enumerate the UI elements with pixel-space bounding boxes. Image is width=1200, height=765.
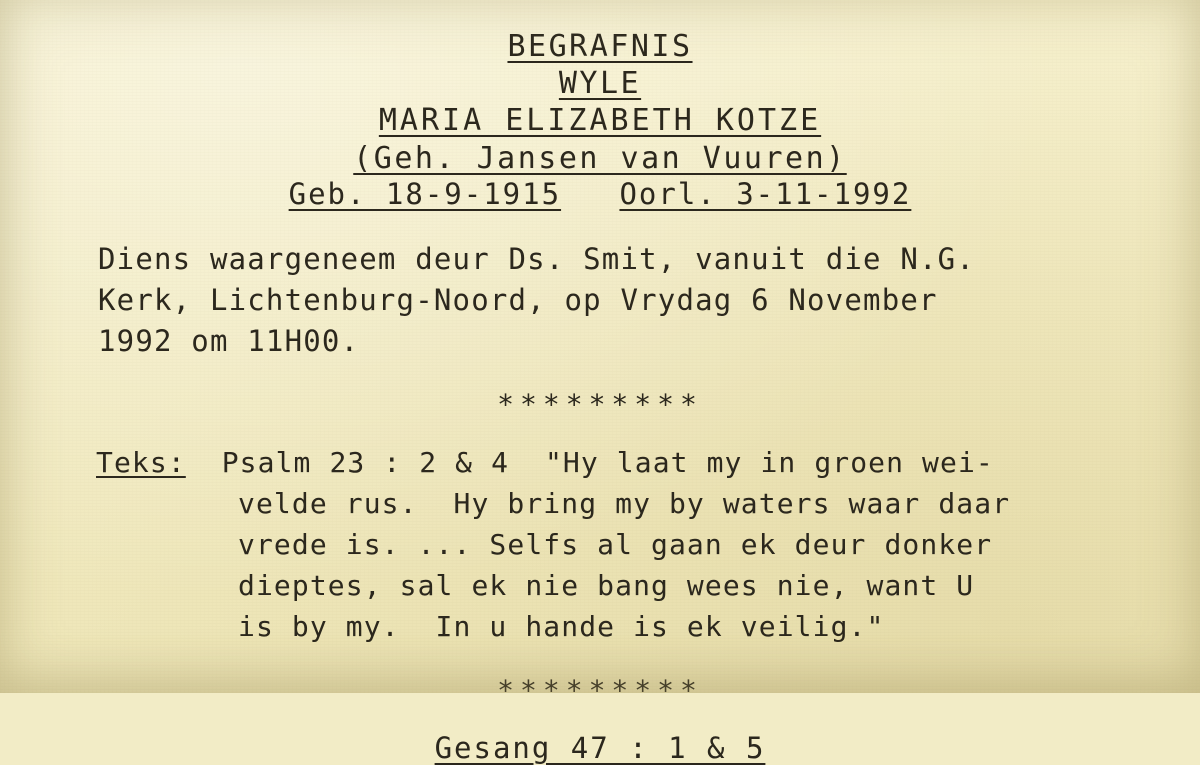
scripture-line-3: vrede is. ... Selfs al gaan ek deur donker [238,527,993,561]
heading-title: BEGRAFNIS [507,29,693,64]
heading-dates-row [46,177,1154,213]
scripture-label: Teks: [96,446,186,480]
service-line-2: Kerk, Lichtenburg-Noord, op Vrydag 6 November [98,282,938,317]
service-details [46,239,1154,363]
service-line-3: 1992 om 11H00. [98,324,360,359]
service-line-1: Diens waargeneem deur Ds. Smit, vanuit die N.G. [98,241,975,276]
dates-gap [561,177,619,213]
scripture-line-5: is by my. In u hande is ek veilig." [238,609,885,643]
scripture-line-4: dieptes, sal ek nie bang wees nie, want U [238,568,975,602]
date-of-birth: Geb. 18-9-1915 [288,176,562,211]
heading-maiden-name: (Geh. Jansen van Vuuren) [353,140,847,176]
divider-asterisks-bottom: ********* [497,673,703,707]
date-of-death: Oorl. 3-11-1992 [619,176,912,211]
scripture-line-2: velde rus. Hy bring my by waters waar daar [238,487,1011,521]
heading-deceased-name: MARIA ELIZABETH KOTZE [378,103,822,139]
scripture-block [46,443,1154,647]
heading-wyle: WYLE [558,66,642,102]
scripture-line-1: Psalm 23 : 2 & 4 "Hy laat my in groen wei- [221,446,994,480]
heading-block [46,28,1154,213]
hymn-line [46,731,1154,765]
divider-asterisks-top: ********* [497,388,703,422]
hymn-text: Gesang 47 : 1 & 5 [434,730,766,765]
